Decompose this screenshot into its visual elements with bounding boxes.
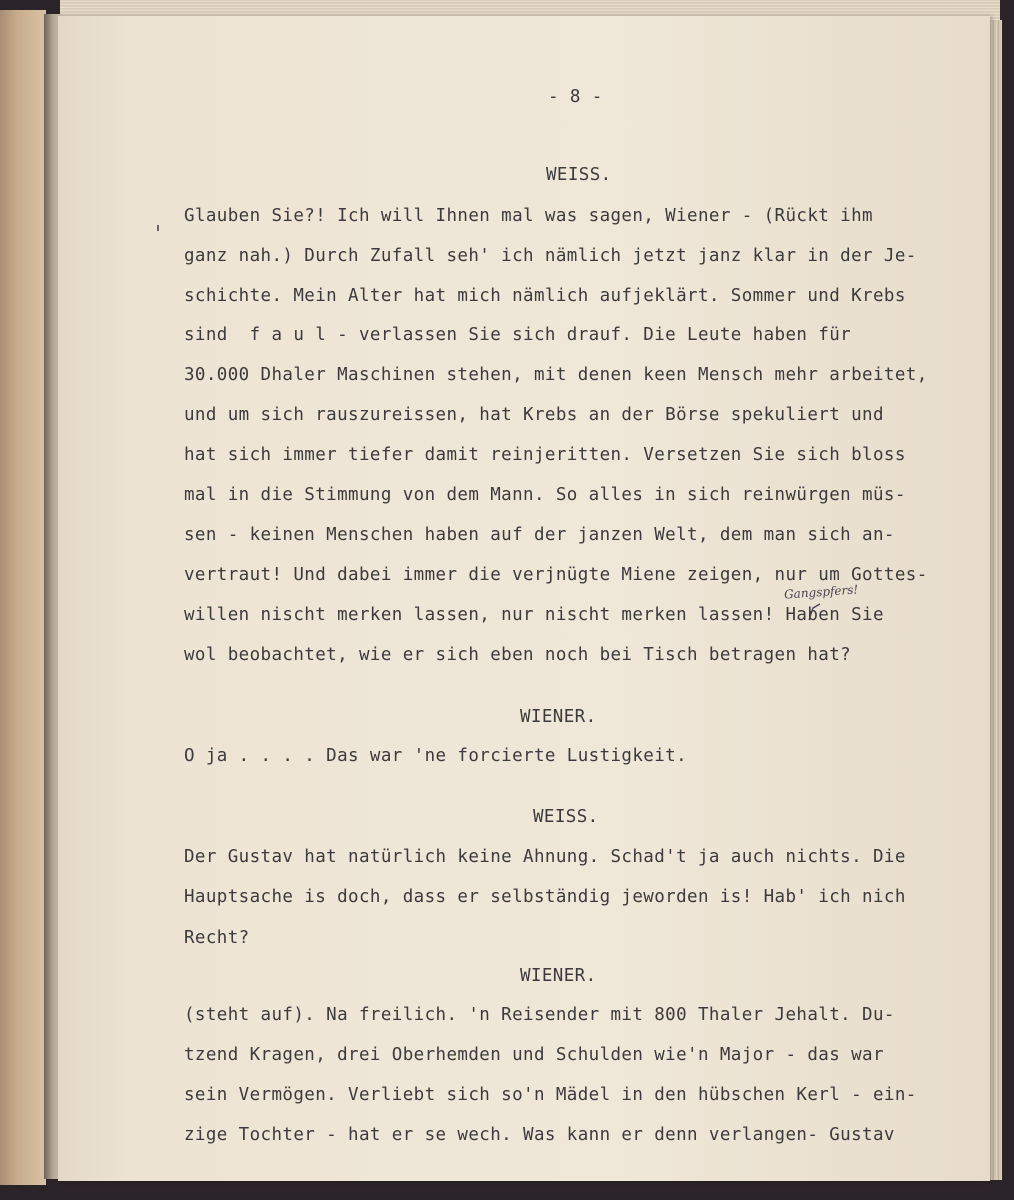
text-line: Der Gustav hat natürlich keine Ahnung. Schad't ja auch nichts. Die	[184, 847, 906, 867]
text-line: O ja . . . . Das war 'ne forcierte Lustigkeit.	[184, 746, 688, 766]
speaker-weiss: WEISS.	[533, 807, 599, 827]
text-line: ganz nah.) Durch Zufall seh' ich nämlich jetzt janz klar in der Je-	[184, 246, 917, 266]
text-line: wol beobachtet, wie er sich eben noch bei Tisch betragen hat?	[184, 645, 852, 665]
speaker-wiener: WIENER.	[520, 707, 597, 727]
text-line: vertraut! Und dabei immer die verjnügte Miene zeigen, nur um Gottes-	[184, 565, 928, 585]
text-line: zige Tochter - hat er se wech. Was kann er denn verlangen- Gustav	[184, 1125, 895, 1145]
text-line: sen - keinen Menschen haben auf der janzen Welt, dem man sich an-	[184, 525, 895, 545]
text-line: und um sich rauszureissen, hat Krebs an der Börse spekuliert und	[184, 405, 884, 425]
text-line: Hauptsache is doch, dass er selbständig jeworden is! Hab' ich nich	[184, 887, 906, 907]
text-line: sind f a u l - verlassen Sie sich drauf. Die Leute haben für	[184, 325, 852, 345]
text-line: Glauben Sie?! Ich will Ihnen mal was sagen, Wiener - (Rückt ihm	[184, 206, 873, 226]
margin-mark	[157, 225, 159, 231]
page-number: - 8 -	[548, 87, 603, 107]
text-line: mal in die Stimmung von dem Mann. So alles in sich reinwürgen müs-	[184, 485, 906, 505]
text-line: (steht auf). Na freilich. 'n Reisender mit 800 Thaler Jehalt. Du-	[184, 1005, 895, 1025]
speaker-wiener: WIENER.	[520, 966, 597, 986]
text-line: 30.000 Dhaler Maschinen stehen, mit denen keen Mensch mehr arbeitet,	[184, 365, 928, 385]
handwritten-annotation: Gangspfers!	[783, 582, 859, 602]
text-line: schichte. Mein Alter hat mich nämlich aufjeklärt. Sommer und Krebs	[184, 286, 906, 306]
text-line: willen nischt merken lassen, nur nischt merken lassen! Haben Sie	[184, 605, 884, 625]
text-line: sein Vermögen. Verliebt sich so'n Mädel in den hübschen Kerl - ein-	[184, 1085, 917, 1105]
insertion-caret-mark	[808, 602, 822, 622]
text-line: Recht?	[184, 928, 250, 948]
speaker-weiss: WEISS.	[546, 165, 612, 185]
text-line: tzend Kragen, drei Oberhemden und Schulden wie'n Major - das war	[184, 1045, 884, 1065]
left-page-edge	[0, 10, 46, 1185]
text-line: hat sich immer tiefer damit reinjeritten. Versetzen Sie sich bloss	[184, 445, 906, 465]
